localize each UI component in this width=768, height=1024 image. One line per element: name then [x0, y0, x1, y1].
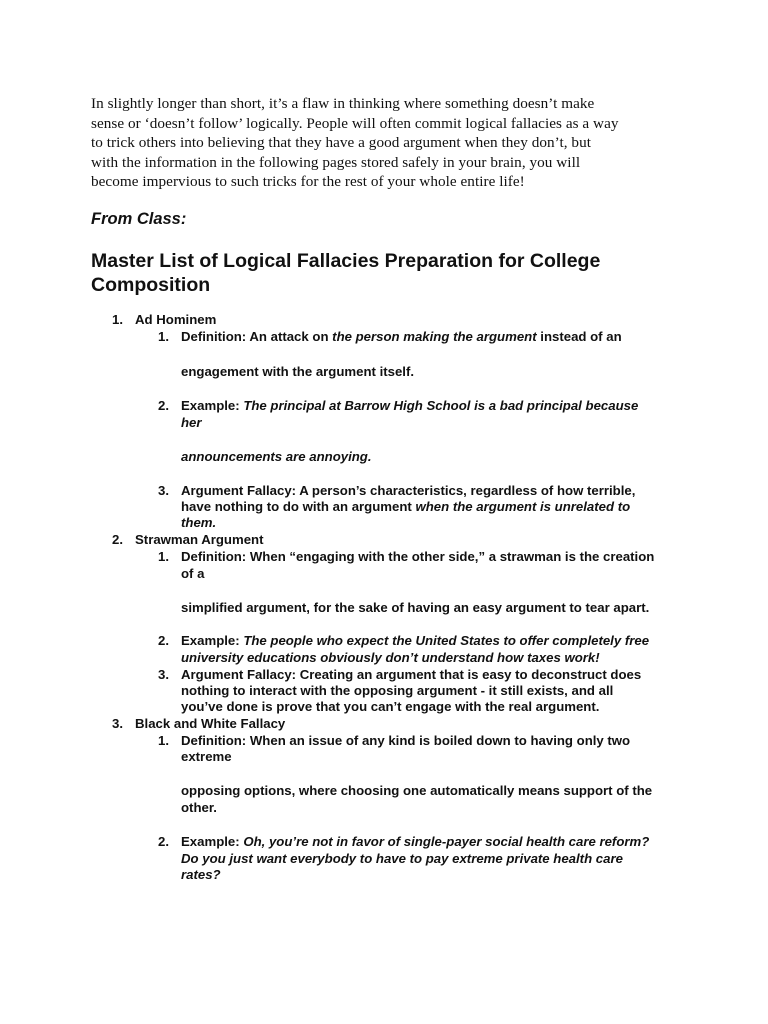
example-line [181, 398, 638, 415]
example-line-2: university educations obviously don’t understand how taxes work! [181, 650, 600, 665]
intro-line: sense or ‘doesn’t follow’ logically. People will often commit logical fallacies as a way [91, 114, 619, 132]
fallacy-name-black-and-white: Black and White Fallacy [135, 716, 286, 731]
definition-label: Definition: An attack on [181, 329, 333, 344]
definition-continuation-2: other. [181, 800, 217, 815]
argument-fallacy-line-3: them. [181, 515, 217, 530]
example-text: The principal at Barrow High School is a bad principal because [243, 398, 639, 413]
definition-rest: instead of an [536, 329, 622, 344]
argument-emphasis: when the argument is unrelated to [415, 499, 631, 514]
example-label: Example: [181, 633, 244, 648]
example-line [181, 633, 649, 650]
example-line-2: her [181, 415, 202, 430]
definition-line-2: extreme [181, 749, 232, 764]
sublist-number: 1. [158, 733, 169, 748]
sublist-number: 2. [158, 834, 169, 849]
title-line: Composition [91, 273, 211, 296]
from-class-heading: From Class: [91, 210, 187, 228]
example-line-2: Do you just want everybody to have to pay extreme private health care [181, 851, 623, 866]
example-line-3: rates? [181, 867, 221, 882]
definition-continuation: simplified argument, for the sake of having an easy argument to tear apart. [181, 600, 650, 615]
intro-line: become impervious to such tricks for the rest of your whole entire life! [91, 173, 525, 191]
example-label: Example: [181, 398, 244, 413]
sublist-number: 3. [158, 483, 169, 498]
example-line [181, 834, 649, 851]
sublist-number: 2. [158, 633, 169, 648]
argument-fallacy-line-3: you’ve done is prove that you can’t engage with the real argument. [181, 699, 600, 714]
fallacy-name-strawman: Strawman Argument [135, 532, 264, 547]
example-text: The people who expect the United States to offer completely free [243, 633, 650, 648]
argument-fallacy-line-2 [181, 499, 630, 516]
list-number: 1. [112, 312, 123, 327]
list-number: 2. [112, 532, 123, 547]
title-line: Master List of Logical Fallacies Preparation for College [91, 250, 601, 272]
intro-paragraph [91, 94, 691, 192]
sublist-number: 1. [158, 549, 169, 564]
argument-text: have nothing to do with an argument [181, 499, 416, 514]
definition-line-2: of a [181, 566, 205, 581]
fallacy-name-ad-hominem: Ad Hominem [135, 312, 217, 327]
definition-line: Definition: When “engaging with the other side,” a strawman is the creation [181, 549, 655, 564]
sublist-number: 2. [158, 398, 169, 413]
intro-line: to trick others into believing that they have a good argument when they don’t, but [91, 134, 591, 152]
definition-line: Definition: When an issue of any kind is boiled down to having only two [181, 733, 631, 748]
definition-continuation: opposing options, where choosing one automatically means support of the [181, 783, 653, 798]
argument-fallacy-line-2: nothing to interact with the opposing argument - it still exists, and all [181, 683, 614, 698]
definition-line [181, 329, 622, 346]
sublist-number: 1. [158, 329, 169, 344]
example-label: Example: [181, 834, 244, 849]
list-number: 3. [112, 716, 123, 731]
example-text: Oh, you’re not in favor of single-payer social health care reform? [243, 834, 650, 849]
page-title [91, 250, 711, 297]
argument-fallacy-line: Argument Fallacy: Creating an argument that is easy to deconstruct does [181, 667, 642, 682]
intro-line: In slightly longer than short, it’s a flaw in thinking where something doesn’t make [91, 95, 595, 112]
definition-emphasis: the person making the argument [332, 329, 537, 344]
definition-continuation: engagement with the argument itself. [181, 364, 415, 379]
sublist-number: 3. [158, 667, 169, 682]
argument-fallacy-line: Argument Fallacy: A person’s characteristics, regardless of how terrible, [181, 483, 636, 498]
example-continuation: announcements are annoying. [181, 449, 372, 464]
intro-line: with the information in the following pages stored safely in your brain, you will [91, 153, 581, 171]
